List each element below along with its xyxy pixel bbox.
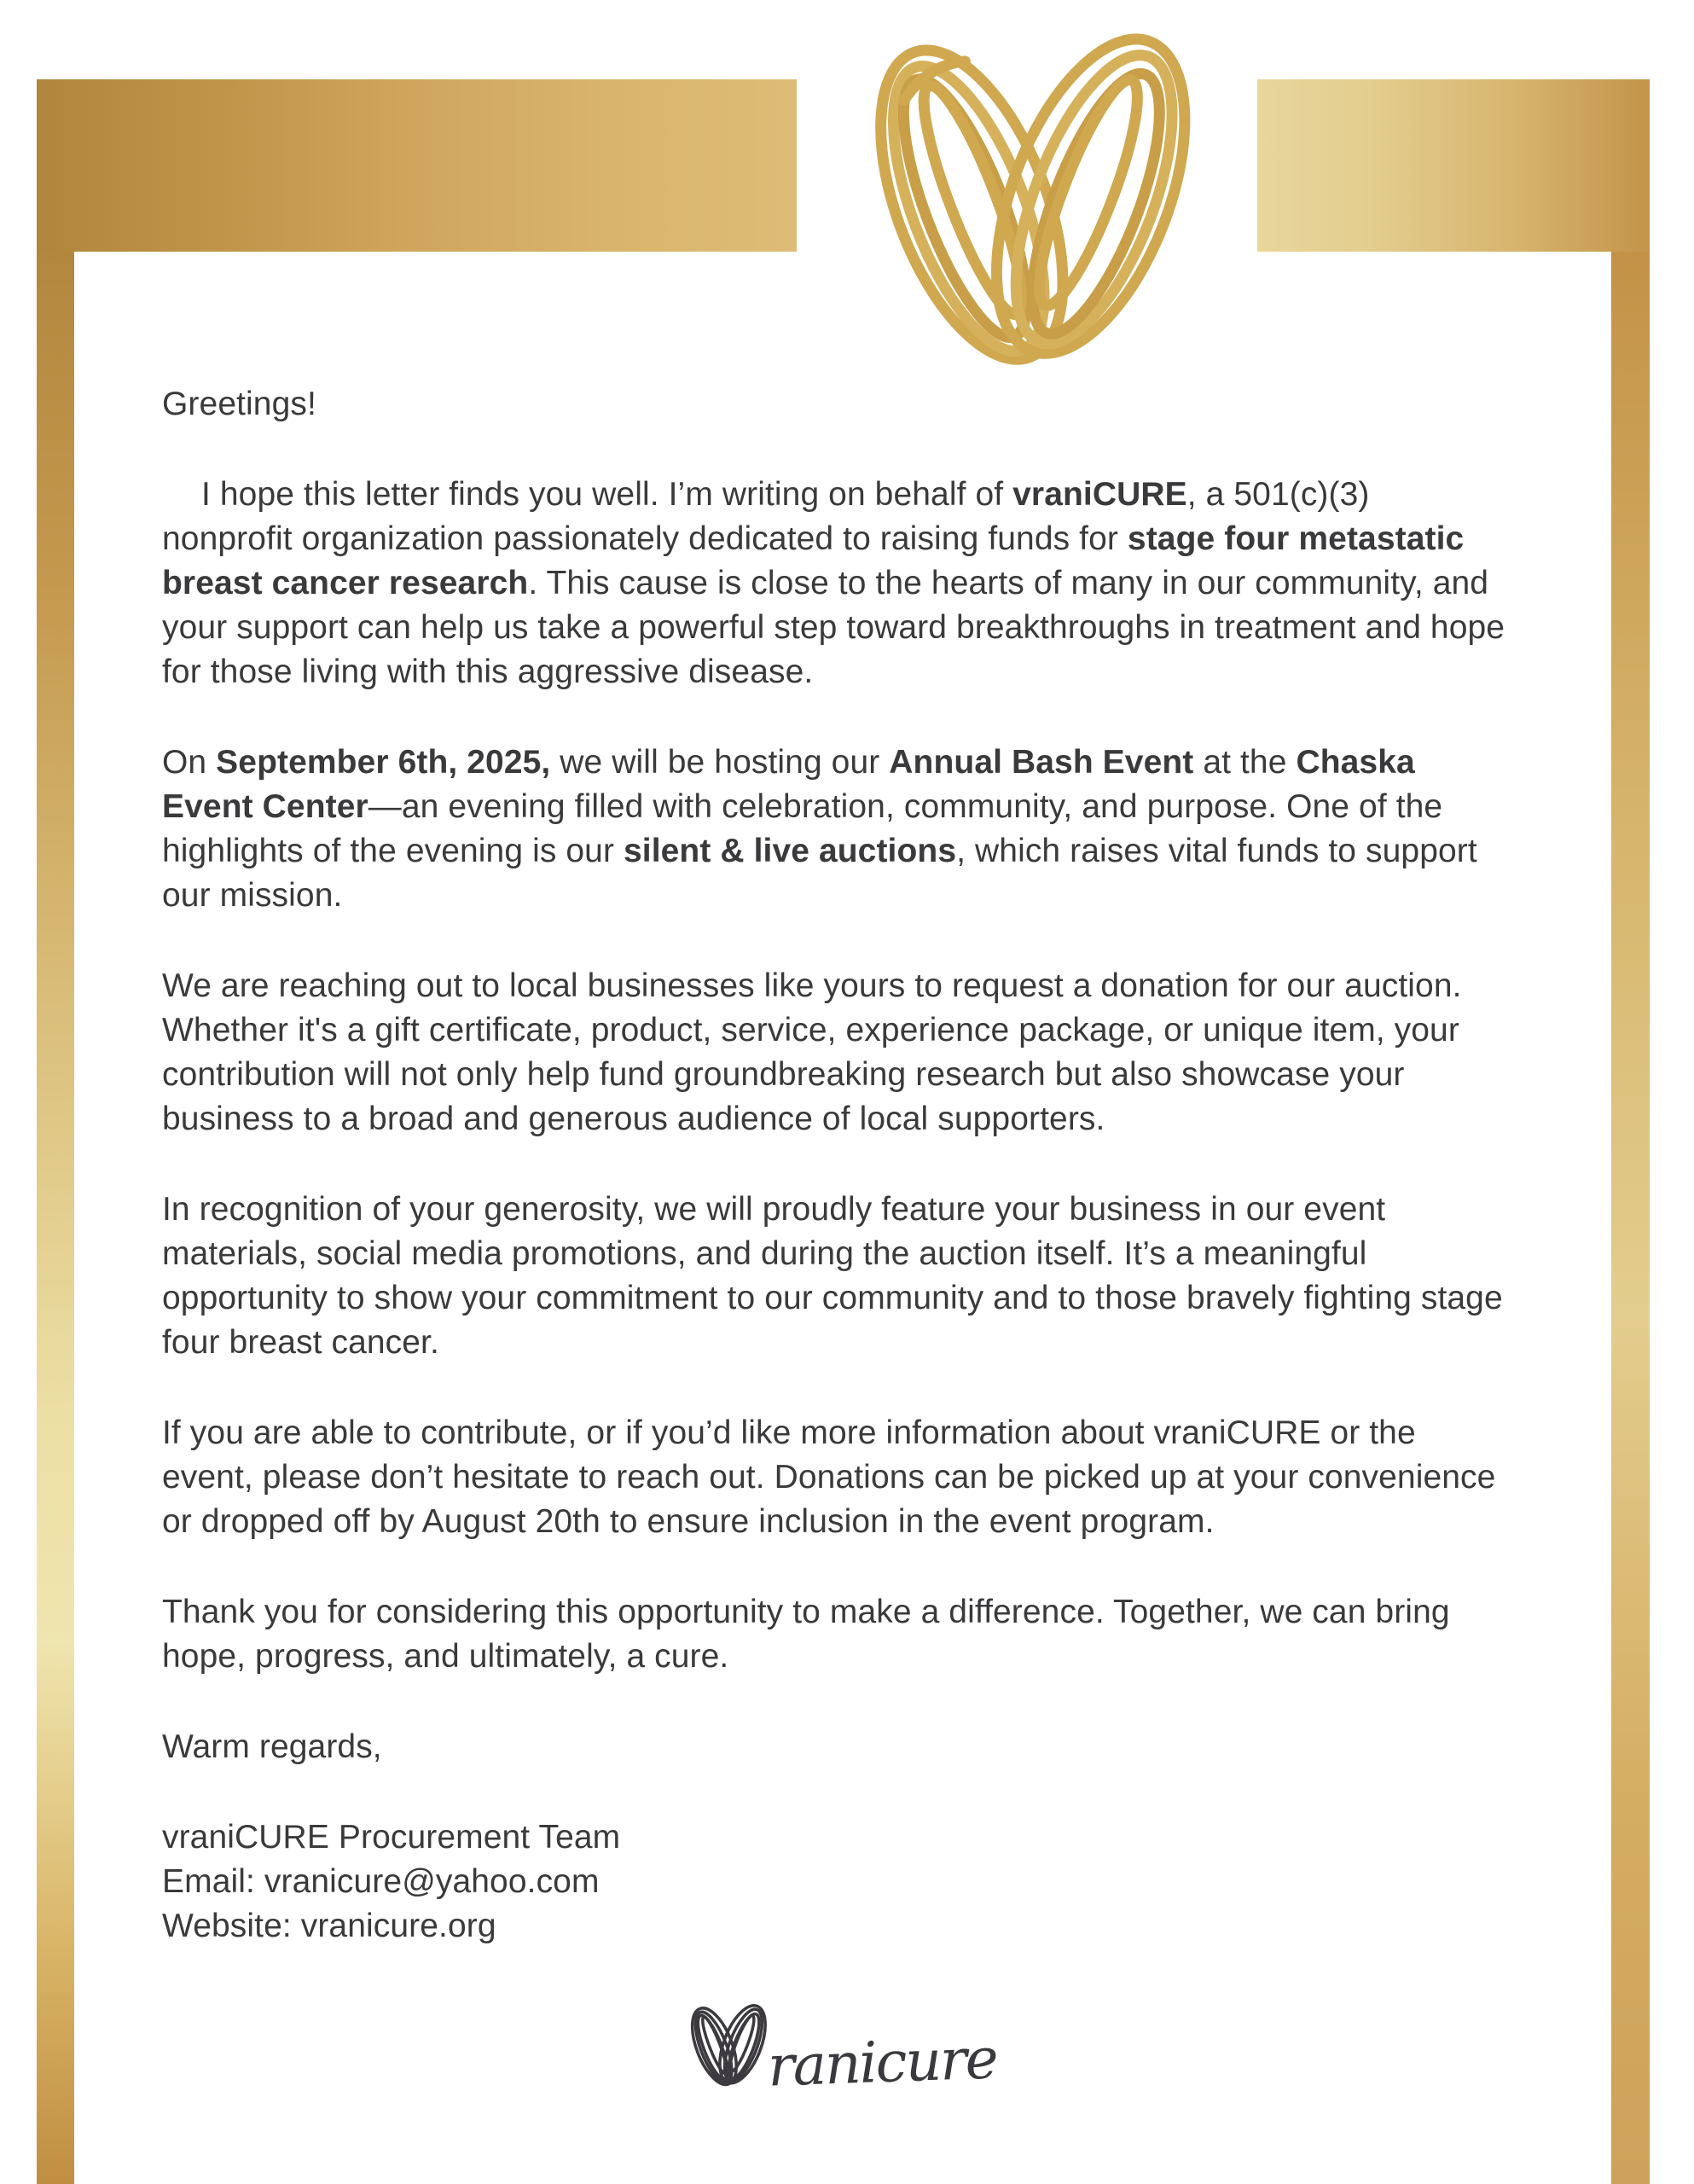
letter-paragraph: I hope this letter finds you well. I’m writing on behalf of vraniCURE, a 501(c)(3) nonprofit organization passionately dedicated to raising funds for stage four metastatic breast cancer research. This cause is close to the hearts of many in our community, and your support can help us take a powerful step toward breakthroughs in treatment and hope for those living with this aggressive disease. [162, 476, 1505, 690]
gold-top-band-left [37, 79, 797, 252]
signature-team-line: vraniCURE Procurement Team [162, 1819, 621, 1856]
scribble-heart-icon [843, 31, 1220, 396]
signature-script-text: ranicure [766, 2025, 998, 2100]
signature-email-line: Email: vranicure@yahoo.com [162, 1863, 600, 1900]
gold-side-bar-right [1611, 252, 1650, 2184]
letter-content [162, 382, 1508, 2100]
gold-top-band-right [1257, 79, 1650, 252]
signature-website-line: Website: vranicure.org [162, 1908, 496, 1944]
letter-paragraph: We are reaching out to local businesses like yours to request a donation for our auction. Whether it's a gift certificate, product, service, experience package, or unique item, your contribution will not only help fund groundbreaking research but also showcase your business to a broad and generous audience of local supporters. [162, 967, 1462, 1137]
signature-heart-icon [684, 1996, 773, 2100]
letter-paragraphs [162, 473, 1508, 1679]
letter-paragraph: In recognition of your generosity, we will proudly feature your business in our event materials, social media promotions, and during the auction itself. It’s a meaningful opportunity to show your commitment to our community and to those bravely fighting stage four breast cancer. [162, 1191, 1503, 1361]
letter-paragraph: On September 6th, 2025, we will be hosting our Annual Bash Event at the Chaska Event Center—an evening filled with celebration, community, and purpose. One of the highlights of the evening is our silent & live auctions, which raises vital funds to support our mission. [162, 744, 1477, 914]
greeting: Greetings! [162, 386, 316, 422]
letter-paragraph: Thank you for considering this opportunity to make a difference. Together, we can bring hope, progress, and ultimately, a cure. [162, 1594, 1450, 1675]
gold-side-bar-left [37, 252, 74, 2184]
handwritten-signature [684, 1989, 1508, 2100]
closing: Warm regards, [162, 1728, 382, 1765]
letter-paragraph: If you are able to contribute, or if you’d like more information about vraniCURE or the event, please don’t hesitate to reach out. Donations can be picked up at your convenience or dropped off by August 20th to ensure inclusion in the event program. [162, 1414, 1496, 1540]
